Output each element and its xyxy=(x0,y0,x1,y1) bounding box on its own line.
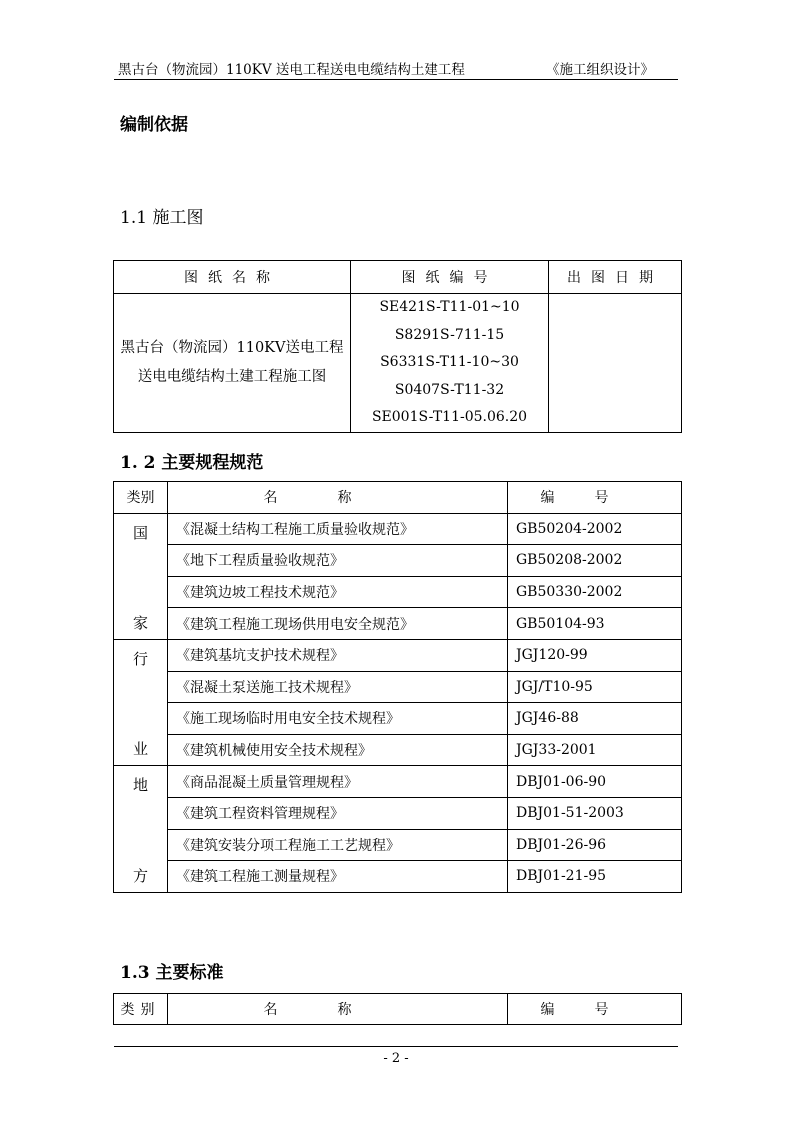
category-national xyxy=(114,513,168,639)
col-header-issue-date: 出图日期 xyxy=(549,261,682,294)
table-row xyxy=(114,639,682,671)
drawing-name-line1: 黑古台（物流园）110KV送电工程 xyxy=(120,339,344,356)
category-char-bottom: 方 xyxy=(132,866,148,885)
regulation-code: DBJ01-06-90 xyxy=(508,766,682,798)
category-char-bottom: 家 xyxy=(132,613,148,632)
col-header-drawing-name: 图纸名称 xyxy=(114,261,351,294)
table-row xyxy=(114,671,682,703)
header-project-title: 黑古台（物流园）110KV 送电工程送电电缆结构土建工程 xyxy=(118,62,465,78)
drawing-name-cell xyxy=(114,294,351,433)
table-header-row xyxy=(114,261,682,294)
table-row xyxy=(114,576,682,608)
category-local xyxy=(114,766,168,892)
col-header-name: 名称 xyxy=(168,482,508,514)
drawing-number: SE001S-T11-05.06.20 xyxy=(371,409,528,425)
header-doc-title: 《施工组织设计》 xyxy=(546,62,654,78)
page-footer xyxy=(114,1046,678,1066)
regulations-table xyxy=(113,481,682,893)
drawing-number: SE421S-T11-01~10 xyxy=(379,299,520,315)
category-char-bottom: 业 xyxy=(132,740,148,759)
regulation-code: JGJ33-2001 xyxy=(508,734,682,766)
regulation-code: JGJ120-99 xyxy=(508,639,682,671)
drawing-name-line2: 送电电缆结构土建工程施工图 xyxy=(137,368,327,385)
table-row xyxy=(114,545,682,577)
regulation-code: DBJ01-21-95 xyxy=(508,861,682,893)
col-header-code: 编号 xyxy=(508,482,682,514)
regulation-name: 《混凝土泵送施工技术规程》 xyxy=(168,671,508,703)
regulation-name: 《混凝土结构工程施工质量验收规范》 xyxy=(168,513,508,545)
regulation-code: JGJ/T10-95 xyxy=(508,671,682,703)
col-header-category: 类别 xyxy=(114,994,168,1025)
table-row xyxy=(114,734,682,766)
table-row xyxy=(114,861,682,893)
drawing-numbers-cell xyxy=(351,294,549,433)
table-row xyxy=(114,608,682,640)
regulation-code: GB50204-2002 xyxy=(508,513,682,545)
col-header-category: 类别 xyxy=(114,482,168,514)
category-industry xyxy=(114,639,168,765)
regulation-code: DBJ01-51-2003 xyxy=(508,797,682,829)
section-title: 编制依据 xyxy=(120,115,188,135)
regulation-name: 《建筑边坡工程技术规范》 xyxy=(168,576,508,608)
drawings-table xyxy=(113,260,682,433)
col-header-name: 名称 xyxy=(168,994,508,1025)
regulation-name: 《建筑机械使用安全技术规程》 xyxy=(168,734,508,766)
drawing-number: S6331S-T11-10~30 xyxy=(380,354,519,370)
table-row xyxy=(114,766,682,798)
category-char-top: 国 xyxy=(132,523,148,542)
s11-title: 1.1 施工图 xyxy=(120,208,204,228)
col-header-code: 编号 xyxy=(508,994,682,1025)
regulation-name: 《建筑工程施工现场供用电安全规范》 xyxy=(168,608,508,640)
regulation-name: 《建筑安装分项工程施工工艺规程》 xyxy=(168,829,508,861)
regulation-name: 《建筑工程施工测量规程》 xyxy=(168,861,508,893)
page-number: - 2 - xyxy=(383,1051,409,1066)
col-header-drawing-number: 图纸编号 xyxy=(351,261,549,294)
regulation-code: GB50208-2002 xyxy=(508,545,682,577)
issue-date-cell xyxy=(549,294,682,433)
table-row xyxy=(114,294,682,433)
regulation-name: 《商品混凝土质量管理规程》 xyxy=(168,766,508,798)
regulation-name: 《建筑工程资料管理规程》 xyxy=(168,797,508,829)
regulation-name: 《地下工程质量验收规范》 xyxy=(168,545,508,577)
drawing-number: S0407S-T11-32 xyxy=(394,381,505,398)
table-header-row xyxy=(114,994,682,1025)
table-row xyxy=(114,797,682,829)
standards-table xyxy=(113,993,682,1025)
table-row xyxy=(114,829,682,861)
page-header xyxy=(114,55,678,80)
regulation-name: 《建筑基坑支护技术规程》 xyxy=(168,639,508,671)
regulation-code: JGJ46-88 xyxy=(508,703,682,735)
regulation-code: GB50330-2002 xyxy=(508,576,682,608)
regulation-code: GB50104-93 xyxy=(508,608,682,640)
category-char-top: 行 xyxy=(132,649,148,668)
table-row xyxy=(114,513,682,545)
table-header-row xyxy=(114,482,682,514)
regulation-code: DBJ01-26-96 xyxy=(508,829,682,861)
drawing-number: S8291S-711-15 xyxy=(394,326,505,343)
s12-title: 1. 2 主要规程规范 xyxy=(120,453,264,473)
category-char-top: 地 xyxy=(132,776,148,795)
s13-title: 1.3 主要标准 xyxy=(120,963,224,983)
regulation-name: 《施工现场临时用电安全技术规程》 xyxy=(168,703,508,735)
table-row xyxy=(114,703,682,735)
